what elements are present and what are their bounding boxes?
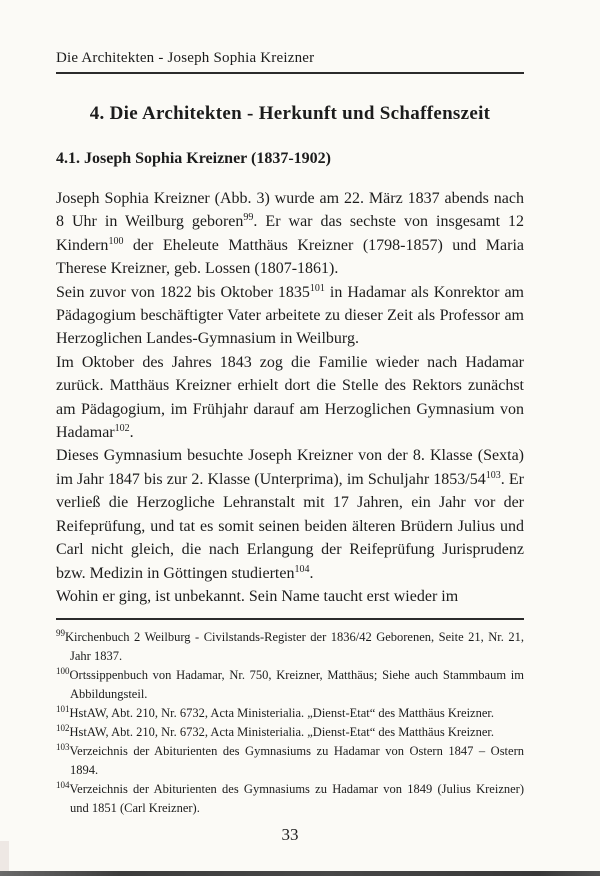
scan-edge-bottom [0,871,600,876]
footnote: $^{104}$Verzeichnis der Abiturienten des Gymnasiums zu Hadamar von 1849 (Julius Kreizner) und 1851 (Carl Kreizner). [56,780,524,816]
footnote-ref: 100 [108,235,124,247]
paragraph: Sein zuvor von 1822 bis Oktober 1835$^{101}$ in Hadamar als Konrektor am Pädagogium beschäftigter Vater arbeitete zu dieser Zeit als Professor am Herzoglichen Landes-Gymnasium in Weilburg. [56,282,524,348]
footnote-number: 101 [56,704,70,715]
footnote-ref: 103 [485,469,501,481]
footnote-ref: 101 [309,282,325,294]
footnote-number: 99 [56,628,65,639]
body-paragraphs [56,187,524,608]
running-header: Die Architekten - Joseph Sophia Kreizner [56,50,524,74]
page-number: 33 [281,825,299,845]
footnote: $^{101}$HstAW, Abt. 210, Nr. 6732, Acta Ministerialia. „Dienst-Etat“ des Matthäus Kreizner. [56,704,494,721]
footnote-number: 103 [56,742,70,753]
footnote: $^{102}$HstAW, Abt. 210, Nr. 6732, Acta Ministerialia. „Dienst-Etat“ des Matthäus Kreizner. [56,723,494,740]
footnote-ref: 104 [294,563,310,575]
footnote-ref: 102 [114,423,130,435]
section-title: 4.1. Joseph Sophia Kreizner (1837-1902) [56,150,331,167]
footnotes [56,628,524,818]
footnote-separator [56,618,524,620]
paragraph: Wohin er ging, ist unbekannt. Sein Name taucht erst wieder im [56,587,459,605]
paragraph: Dieses Gymnasium besuchte Joseph Kreizner von der 8. Klasse (Sexta) im Jahr 1847 bis zur 2. Klasse (Unterprima), im Schuljahr $1853/54^{103}$. Er verließ die Herzogliche Lehranstalt mit 17 Jahren, ein Jahr vor der Reifeprüfung, und tat es somit seinen beiden älteren Brüdern Julius und Carl nicht gleich, die nach Erlangung der Reifeprüfung Jurisprudenz bzw. Medizin in Göttingen studierten$^{104}$. [56,447,524,582]
footnote-ref: 99 [243,212,254,224]
footnote: $^{103}$Verzeichnis der Abiturienten des Gymnasiums zu Hadamar von Ostern 1847 – Ostern 1894. [56,742,524,778]
chapter-title: 4. Die Architekten - Herkunft und Schaffenszeit [89,103,491,124]
footnote: $^{100}$Ortssippenbuch von Hadamar, Nr. 750, Kreizner, Matthäus; Siehe auch Stammbaum im Abbildungsteil. [56,666,524,702]
scan-edge-left-artifact [0,841,9,871]
footnote-number: 104 [56,780,70,791]
paragraph: Joseph Sophia Kreizner (Abb. 3) wurde am 22. März 1837 abends nach 8 Uhr in Weilburg geboren$^{99}$. Er war das sechste von insgesamt 12 Kindern$^{100}$ der Eheleute Matthäus Kreizner (1798-1857) und Maria Therese Kreizner, geb. Lossen (1807-1861). [56,190,525,278]
footnote-number: 102 [56,723,70,734]
footnote: $^{99}$Kirchenbuch 2 Weilburg - Civilstands-Register der 1836/42 Geborenen, Seite 21, Nr. 21, Jahr 1837. [56,628,524,664]
footnote-number: 100 [56,666,70,677]
paragraph: Im Oktober des Jahres 1843 zog die Familie wieder nach Hadamar zurück. Matthäus Kreizner erhielt dort die Stelle des Rektors zunächst am Pädagogium, im Frühjahr darauf am Herzoglichen Gymnasium von Hadamar$^{102}$. [56,353,524,442]
